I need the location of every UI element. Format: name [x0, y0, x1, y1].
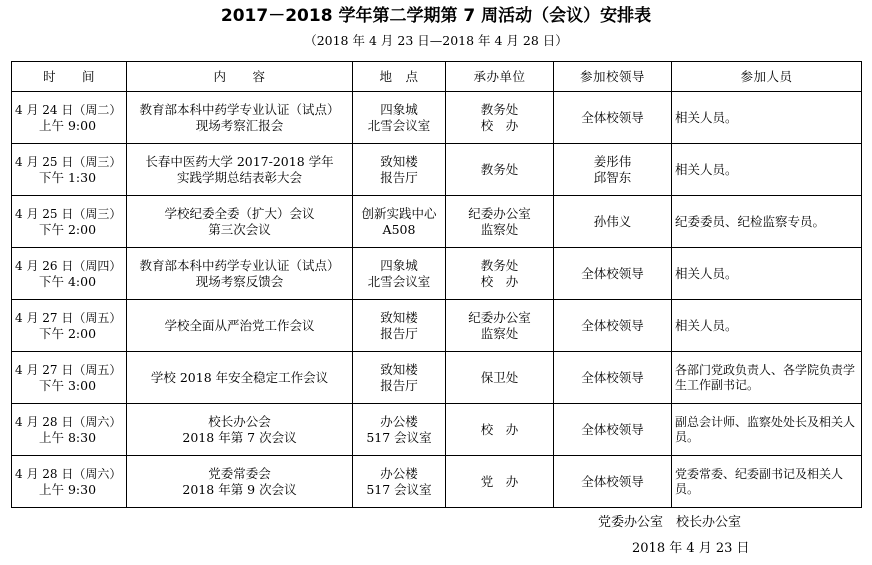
- leaders-cell: [554, 92, 672, 144]
- content-cell: [127, 456, 353, 508]
- organizer-cell: [446, 300, 554, 352]
- organizer-line-2: 校 办: [480, 273, 519, 289]
- time-cell: [12, 456, 127, 508]
- organizer-cell: [446, 248, 554, 300]
- organizer-cell: [446, 196, 554, 248]
- date-text: 4 月 25 日（周三）: [15, 154, 122, 169]
- content-line-1: 校长办公会: [208, 413, 271, 429]
- time-text: 上午 9:00: [39, 117, 97, 133]
- time-cell: [12, 144, 127, 196]
- leaders-line-2: 邱智东: [593, 169, 632, 185]
- place-cell: [353, 144, 446, 196]
- place-cell: [353, 300, 446, 352]
- content-cell: [127, 144, 353, 196]
- date-text: 4 月 26 日（周四）: [15, 258, 122, 273]
- place-line-2: 报告厅: [380, 325, 418, 341]
- attendees-cell: [672, 456, 862, 508]
- content-cell: [127, 300, 353, 352]
- leaders-line-1: 姜彤伟: [593, 153, 632, 169]
- content-line-1: 教育部本科中药学专业认证（试点）: [139, 257, 340, 273]
- time-text: 下午 2:00: [39, 325, 97, 341]
- leaders-cell: [554, 300, 672, 352]
- attendees-cell: [672, 196, 862, 248]
- attendees-text: 纪委委员、纪检监察专员。: [675, 213, 826, 229]
- organizer-line-1: 纪委办公室: [468, 309, 531, 325]
- content-line-1: 学校 2018 年安全稳定工作会议: [150, 369, 329, 385]
- leaders-cell: [554, 352, 672, 404]
- time-cell: [12, 404, 127, 456]
- attendees-cell: [672, 352, 862, 404]
- issuing-offices: 党委办公室 校长办公室: [598, 515, 742, 530]
- attendees-text: 相关人员。: [675, 317, 738, 333]
- leaders-cell: [554, 456, 672, 508]
- header-attendees: 参加人员: [672, 62, 862, 92]
- table-row: [12, 144, 862, 196]
- time-text: 下午 3:00: [39, 377, 97, 393]
- place-cell: [353, 456, 446, 508]
- leaders-line-1: 全体校领导: [581, 265, 644, 281]
- place-line-2: 北雪会议室: [367, 117, 431, 133]
- date-text: 4 月 28 日（周六）: [15, 466, 122, 481]
- organizer-line-1: 教务处: [480, 101, 519, 117]
- place-line-1: 办公楼: [380, 465, 418, 481]
- attendees-cell: [672, 248, 862, 300]
- place-cell: [353, 92, 446, 144]
- table-row: [12, 352, 862, 404]
- organizer-line-1: 校 办: [480, 421, 519, 437]
- place-line-2: 517 会议室: [366, 481, 432, 497]
- table-row: [12, 456, 862, 508]
- organizer-line-1: 纪委办公室: [468, 205, 531, 221]
- table-row: [12, 404, 862, 456]
- organizer-line-1: 教务处: [480, 161, 519, 177]
- place-cell: [353, 404, 446, 456]
- time-text: 下午 1:30: [39, 169, 97, 185]
- organizer-cell: [446, 404, 554, 456]
- content-line-2: 现场考察反馈会: [195, 273, 284, 289]
- content-line-1: 长春中医药大学 2017-2018 学年: [145, 153, 334, 169]
- time-text: 下午 4:00: [39, 273, 97, 289]
- content-line-1: 学校全面从严治党工作会议: [164, 317, 315, 333]
- content-cell: [127, 352, 353, 404]
- leaders-line-1: 全体校领导: [581, 317, 644, 333]
- attendees-text: 相关人员。: [675, 265, 738, 281]
- organizer-cell: [446, 456, 554, 508]
- leaders-line-1: 全体校领导: [581, 473, 644, 489]
- issue-date: 2018 年 4 月 23 日: [632, 541, 750, 556]
- table-row: [12, 248, 862, 300]
- place-line-2: 报告厅: [380, 377, 418, 393]
- time-text: 上午 8:30: [39, 429, 97, 445]
- place-line-2: 报告厅: [380, 169, 418, 185]
- time-cell: [12, 248, 127, 300]
- content-cell: [127, 92, 353, 144]
- content-line-2: 实践学期总结表彰大会: [176, 169, 302, 185]
- attendees-text: 党委常委、纪委副书记及相关人员。: [675, 466, 844, 496]
- leaders-line-1: 全体校领导: [581, 109, 644, 125]
- leaders-line-1: 全体校领导: [581, 421, 644, 437]
- place-line-1: 致知楼: [380, 153, 418, 169]
- content-line-1: 党委常委会: [208, 465, 271, 481]
- place-line-1: 四象城: [380, 101, 418, 117]
- organizer-cell: [446, 144, 554, 196]
- date-text: 4 月 25 日（周三）: [15, 206, 122, 221]
- date-text: 4 月 27 日（周五）: [15, 362, 122, 377]
- attendees-text: 相关人员。: [675, 109, 738, 125]
- time-cell: [12, 352, 127, 404]
- date-text: 4 月 24 日（周二）: [15, 102, 122, 117]
- organizer-cell: [446, 352, 554, 404]
- place-line-1: 四象城: [380, 257, 418, 273]
- table-row: [12, 196, 862, 248]
- attendees-text: 相关人员。: [675, 161, 738, 177]
- table-header-row: [12, 62, 862, 92]
- leaders-cell: [554, 196, 672, 248]
- attendees-cell: [672, 92, 862, 144]
- content-line-1: 学校纪委全委（扩大）会议: [164, 205, 315, 221]
- organizer-line-2: 监察处: [480, 325, 519, 341]
- place-line-2: 北雪会议室: [367, 273, 431, 289]
- leaders-line-1: 全体校领导: [581, 369, 644, 385]
- content-line-2: 2018 年第 9 次会议: [182, 481, 297, 497]
- content-line-2: 现场考察汇报会: [195, 117, 284, 133]
- schedule-body: [12, 92, 862, 508]
- table-row: [12, 300, 862, 352]
- place-line-2: 517 会议室: [366, 429, 432, 445]
- header-time: 时 间: [12, 62, 127, 92]
- organizer-line-1: 党 办: [480, 473, 519, 489]
- place-line-1: 致知楼: [380, 309, 418, 325]
- header-place: 地 点: [353, 62, 446, 92]
- place-cell: [353, 248, 446, 300]
- content-line-2: 第三次会议: [208, 221, 271, 237]
- attendees-text: 副总会计师、监察处处长及相关人员。: [675, 414, 856, 444]
- content-line-1: 教育部本科中药学专业认证（试点）: [139, 101, 340, 117]
- place-line-2: A508: [382, 221, 416, 237]
- place-line-1: 创新实践中心: [361, 205, 437, 221]
- time-text: 上午 9:30: [39, 481, 97, 497]
- place-line-1: 办公楼: [380, 413, 418, 429]
- place-line-1: 致知楼: [380, 361, 418, 377]
- time-text: 下午 2:00: [39, 221, 97, 237]
- table-row: [12, 92, 862, 144]
- organizer-line-2: 校 办: [480, 117, 519, 133]
- leaders-cell: [554, 144, 672, 196]
- content-cell: [127, 404, 353, 456]
- place-cell: [353, 196, 446, 248]
- attendees-cell: [672, 300, 862, 352]
- leaders-line-1: 孙伟义: [593, 213, 632, 229]
- content-line-2: 2018 年第 7 次会议: [182, 429, 297, 445]
- attendees-cell: [672, 144, 862, 196]
- leaders-cell: [554, 404, 672, 456]
- organizer-line-2: 监察处: [480, 221, 519, 237]
- leaders-cell: [554, 248, 672, 300]
- document-title: 2017－2018 学年第二学期第 7 周活动（会议）安排表: [220, 6, 652, 26]
- content-cell: [127, 248, 353, 300]
- time-cell: [12, 196, 127, 248]
- header-leaders: 参加校领导: [554, 62, 672, 92]
- header-content: 内 容: [127, 62, 353, 92]
- header-organizer: 承办单位: [446, 62, 554, 92]
- document-date-range: （2018 年 4 月 23 日—2018 年 4 月 28 日）: [304, 33, 568, 48]
- organizer-line-1: 教务处: [480, 257, 519, 273]
- content-cell: [127, 196, 353, 248]
- schedule-table: [11, 61, 862, 508]
- organizer-cell: [446, 92, 554, 144]
- place-cell: [353, 352, 446, 404]
- attendees-text: 各部门党政负责人、各学院负责学生工作副书记。: [675, 362, 856, 392]
- date-text: 4 月 28 日（周六）: [15, 414, 122, 429]
- organizer-line-1: 保卫处: [480, 369, 519, 385]
- time-cell: [12, 300, 127, 352]
- date-text: 4 月 27 日（周五）: [15, 310, 122, 325]
- attendees-cell: [672, 404, 862, 456]
- time-cell: [12, 92, 127, 144]
